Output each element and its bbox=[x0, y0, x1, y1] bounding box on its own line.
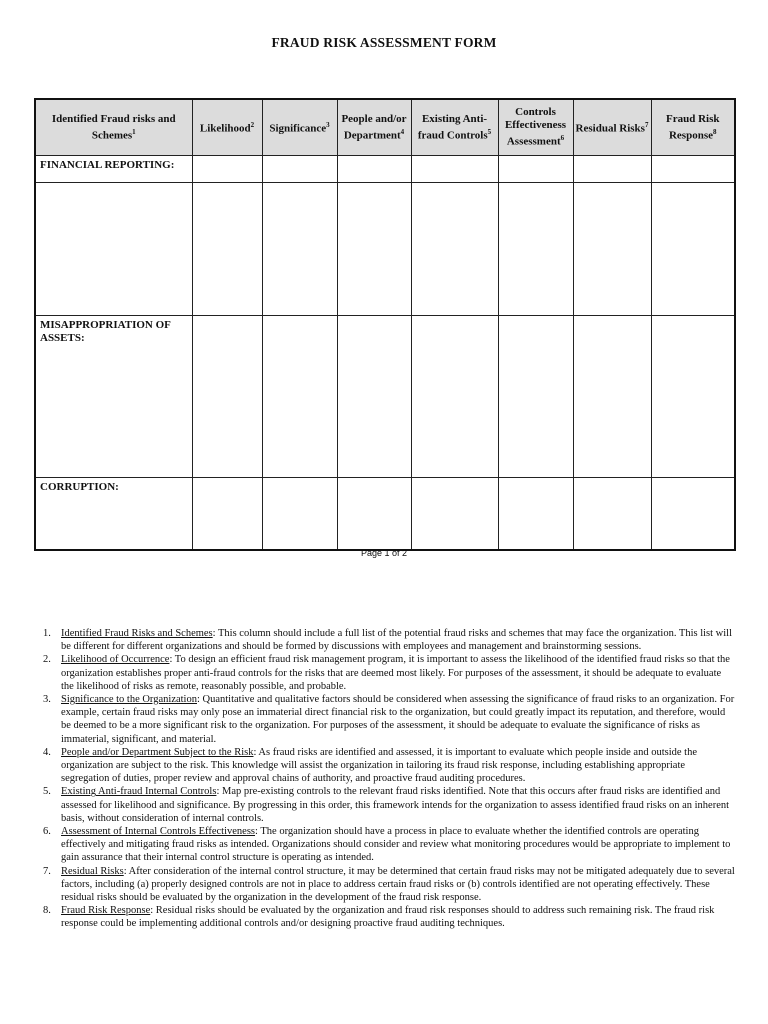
col-header-likelihood: Likelihood$^2$ bbox=[192, 99, 262, 156]
col-header-fraud-risks: Identified Fraud risks and Schemes$^1$ bbox=[35, 99, 192, 156]
table-cell[interactable] bbox=[651, 183, 735, 316]
table-row-financial-reporting bbox=[35, 156, 735, 183]
footnote-text: : Map pre-existing controls to the relevant fraud risks identified. Note that this occurs after fraud risks are identified and assessed for likelihood and significance. By progressing in this order, this framework intends for the organization to assess identified fraud risks on an inherent basis, without consideration of internal controls. bbox=[61, 786, 730, 824]
footnote-number: 5. bbox=[43, 786, 51, 798]
table-cell[interactable] bbox=[651, 316, 735, 478]
table-cell[interactable] bbox=[498, 183, 573, 316]
footnote-number: 2. bbox=[43, 654, 51, 666]
table-cell[interactable] bbox=[573, 156, 651, 183]
table-cell[interactable] bbox=[411, 156, 498, 183]
table-cell[interactable] bbox=[573, 316, 651, 478]
footnote-item bbox=[36, 653, 736, 693]
table-cell[interactable] bbox=[411, 183, 498, 316]
table-cell[interactable] bbox=[498, 156, 573, 183]
col-header-residual-risks: Residual Risks$^7$ bbox=[573, 99, 651, 156]
col-header-existing-controls: Existing Anti-fraud Controls$^5$ bbox=[411, 99, 498, 156]
table-cell[interactable] bbox=[498, 478, 573, 551]
row-label-blank[interactable] bbox=[35, 183, 192, 316]
footnote-number: 4. bbox=[43, 746, 51, 758]
footnotes-list bbox=[36, 627, 736, 931]
footnote-term: Significance to the Organization bbox=[61, 694, 197, 706]
fraud-risk-table bbox=[34, 98, 736, 551]
table-cell[interactable] bbox=[192, 478, 262, 551]
table-cell[interactable] bbox=[651, 156, 735, 183]
col-header-significance: Significance$^3$ bbox=[262, 99, 337, 156]
footnote-item bbox=[36, 865, 736, 905]
table-cell[interactable] bbox=[262, 316, 337, 478]
col-header-fraud-risk-response: Fraud Risk Response$^8$ bbox=[651, 99, 735, 156]
footnote-text: : This column should include a full list of the potential fraud risks and schemes that may face the organization. This list will be different for different organizations and should be formed by discussions with employees and management and brainstorming sessions. bbox=[61, 628, 732, 653]
table-cell[interactable] bbox=[192, 183, 262, 316]
footnote-number: 8. bbox=[43, 905, 51, 917]
footnote-text: : To design an efficient fraud risk management program, it is important to assess the likelihood of the identified fraud risks so that the organization establishes proper anti-fraud controls for the risks that are deemed most likely. For purposes of the assessment, it should be adequate to evaluate the likelihood of risks as remote, reasonably possible, and probable. bbox=[61, 654, 730, 692]
table-cell[interactable] bbox=[262, 183, 337, 316]
footnote-text: : Quantitative and qualitative factors should be considered when assessing the significance of fraud risks to an organization. For example, certain fraud risks may only pose an immaterial direct financial risk to the organization, but could greatly impact its reputation, and therefore, would be deemed to be a more significant risk to the organization. For purposes of the assessment, it should be adequate to evaluate the significance of risks as immaterial, significant, and material. bbox=[61, 694, 735, 745]
footnote-item bbox=[36, 627, 736, 653]
table-cell[interactable] bbox=[337, 478, 411, 551]
footnote-term: Fraud Risk Response bbox=[61, 905, 151, 917]
footnote-number: 7. bbox=[43, 865, 51, 877]
footnote-item bbox=[36, 746, 736, 786]
table-cell[interactable] bbox=[337, 183, 411, 316]
footnote-number: 6. bbox=[43, 826, 51, 838]
footnote-text: : The organization should have a process in place to evaluate whether the identified controls are operating effectively and mitigating fraud risks as intended. Organizations should consider and review what monitoring procedures would be appropriate to implement to gain assurance that their internal control structure is operating as intended. bbox=[61, 826, 731, 864]
table-cell[interactable] bbox=[192, 316, 262, 478]
table-cell[interactable] bbox=[411, 478, 498, 551]
form-title: FRAUD RISK ASSESSMENT FORM bbox=[271, 35, 497, 50]
footnote-item bbox=[36, 693, 736, 746]
footnote-number: 1. bbox=[43, 628, 51, 639]
row-label-financial-reporting: FINANCIAL REPORTING: bbox=[35, 156, 192, 183]
footnote-item bbox=[36, 785, 736, 825]
table-header-row bbox=[35, 99, 735, 156]
footnote-text: : Residual risks should be evaluated by the organization and fraud risk responses should to address such remaining risk. The fraud risk response could be implementing additional controls and/or designing proactive fraud auditing techniques. bbox=[61, 905, 715, 930]
footnote-term: Residual Risks bbox=[61, 865, 124, 877]
row-label-misappropriation-of-assets: MISAPPROPRIATION OF ASSETS: bbox=[35, 316, 192, 478]
table-cell[interactable] bbox=[337, 316, 411, 478]
footnote-term: People and/or Department Subject to the Risk bbox=[61, 746, 254, 758]
row-label-corruption: CORRUPTION: bbox=[35, 478, 192, 551]
col-header-controls-effectiveness: Controls Effectiveness Assessment$^6$ bbox=[498, 99, 573, 156]
footnote-text: : After consideration of the internal control structure, it may be determined that certain fraud risks may not be mitigated adequately due to several factors, including (a) properly designed controls are not in place to address certain fraud risks or (b) controls identified are not operating effectively. These residual risks should be evaluated by the organization in the development of the fraud risk response. bbox=[61, 865, 735, 904]
footnote-item bbox=[36, 825, 736, 865]
footnote-item bbox=[36, 904, 736, 930]
table-cell[interactable] bbox=[192, 156, 262, 183]
table-row-financial-reporting-entries bbox=[35, 183, 735, 316]
table-cell[interactable] bbox=[651, 478, 735, 551]
footnote-number: 3. bbox=[43, 694, 51, 706]
table-cell[interactable] bbox=[262, 478, 337, 551]
table-cell[interactable] bbox=[498, 316, 573, 478]
table-cell[interactable] bbox=[573, 183, 651, 316]
footnote-term: Likelihood of Occurrence bbox=[61, 654, 170, 666]
footnote-term: Existing Anti-fraud Internal Controls bbox=[61, 786, 217, 798]
table-cell[interactable] bbox=[337, 156, 411, 183]
table-cell[interactable] bbox=[262, 156, 337, 183]
table-row-corruption bbox=[35, 478, 735, 551]
table-cell[interactable] bbox=[411, 316, 498, 478]
footnote-term: Identified Fraud Risks and Schemes bbox=[61, 628, 213, 639]
footnote-term: Assessment of Internal Controls Effectiveness bbox=[61, 826, 256, 838]
col-header-people-department: People and/or Department$^4$ bbox=[337, 99, 411, 156]
table-row-misappropriation bbox=[35, 316, 735, 478]
footnote-text: : As fraud risks are identified and assessed, it is important to evaluate which people inside and outside the organization are subject to the risk. This knowledge will assist the organization in tailoring its fraud risk response, including establishing appropriate segregation of duties, proper review and approval chains of authority, and proactive fraud auditing procedures. bbox=[61, 746, 697, 785]
table-cell[interactable] bbox=[573, 478, 651, 551]
page-number: Page 1 of 2 bbox=[360, 548, 408, 558]
